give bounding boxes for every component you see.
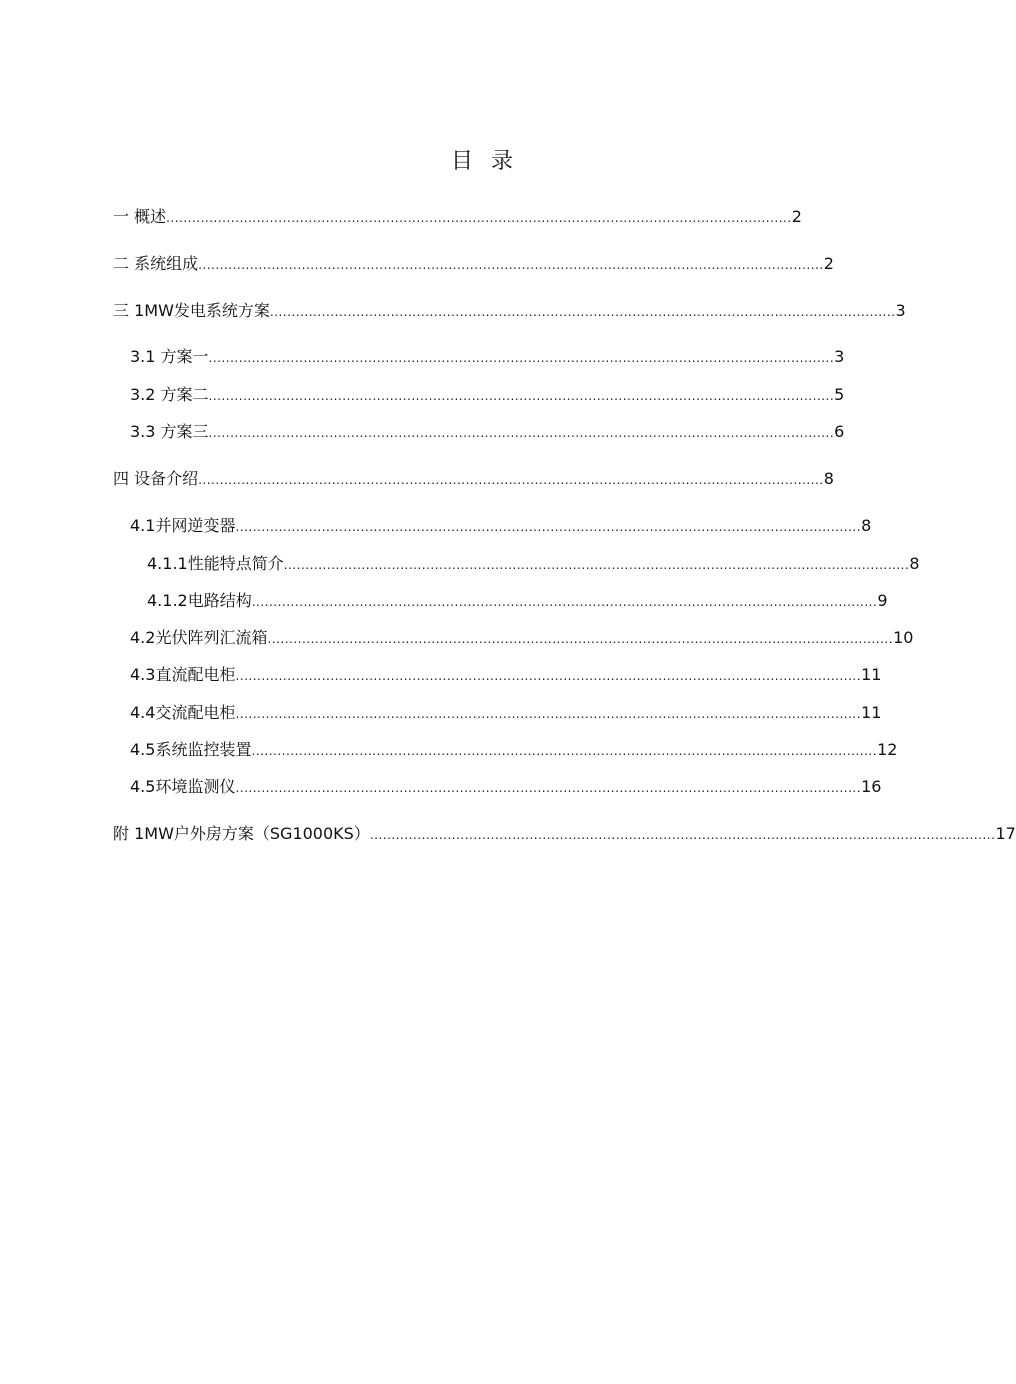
toc-leader-dots: ................................................................................................................................................. (269, 305, 896, 319)
toc-entry-page: 8 (909, 554, 920, 573)
toc-entry-label: 4.5环境监测仪 (130, 777, 236, 796)
toc-entry-label: 二 系统组成 (113, 254, 199, 273)
toc-entry[interactable] (113, 822, 1016, 846)
toc-entry-label: 3.1 方案一 (130, 347, 209, 366)
toc-entry-label: 4.1.1性能特点简介 (147, 554, 284, 573)
toc-entry[interactable] (130, 345, 845, 369)
toc-entry-page: 8 (861, 516, 872, 535)
toc-entry[interactable] (130, 738, 898, 762)
toc-entry[interactable] (113, 205, 802, 229)
toc-entry-label: 附 1MW户外房方案（SG1000KS） (113, 824, 370, 843)
toc-entry-label: 4.4交流配电柜 (130, 703, 236, 722)
toc-entry[interactable] (130, 626, 914, 650)
toc-entry-page: 10 (893, 628, 914, 647)
toc-leader-dots: ................................................................................................................................................. (251, 744, 878, 758)
toc-entry-label: 3.3 方案三 (130, 422, 209, 441)
toc-entry-page: 16 (861, 777, 882, 796)
toc-entry[interactable] (130, 383, 845, 407)
toc-entry-page: 17 (995, 824, 1016, 843)
toc-entry-label: 4.2光伏阵列汇流箱 (130, 628, 268, 647)
toc-leader-dots: ................................................................................................................................................. (235, 520, 862, 534)
toc-entry-page: 2 (791, 207, 802, 226)
toc-entry[interactable] (130, 514, 872, 538)
toc-entry-page: 3 (895, 301, 906, 320)
toc-entry-page: 12 (877, 740, 898, 759)
toc-leader-dots: ................................................................................................................................................. (198, 473, 824, 487)
toc-leader-dots: ................................................................................................................................................. (235, 707, 862, 721)
toc-entry-page: 11 (861, 703, 882, 722)
toc-entry-label: 3.2 方案二 (130, 385, 209, 404)
toc-entry[interactable] (147, 552, 920, 576)
toc-entry[interactable] (113, 299, 906, 323)
toc-entry[interactable] (130, 775, 882, 799)
toc-entry[interactable] (130, 663, 882, 687)
toc-entry-label: 4.5系统监控装置 (130, 740, 252, 759)
toc-entry-label: 一 概述 (113, 207, 167, 226)
toc-entry-label: 4.1.2电路结构 (147, 591, 252, 610)
toc-leader-dots: ................................................................................................................................................. (208, 351, 835, 365)
toc-leader-dots: ................................................................................................................................................. (166, 211, 792, 225)
toc-leader-dots: ................................................................................................................................................. (208, 389, 835, 403)
toc-leader-dots: ................................................................................................................................................. (208, 426, 835, 440)
toc-entry-label: 4.3直流配电柜 (130, 665, 236, 684)
toc-entry-page: 8 (823, 469, 834, 488)
toc-entry[interactable] (113, 467, 834, 491)
toc-entry-label: 三 1MW发电系统方案 (113, 301, 270, 320)
toc-entry-page: 3 (834, 347, 845, 366)
toc-leader-dots: ................................................................................................................................................. (198, 258, 824, 272)
toc-title-char-1: 目 (450, 149, 473, 174)
toc-entry[interactable] (113, 252, 834, 276)
toc-entry-page: 2 (823, 254, 834, 273)
toc-entry[interactable] (130, 420, 845, 444)
toc-title (0, 144, 950, 175)
toc-entry-label: 四 设备介绍 (113, 469, 199, 488)
toc-leader-dots: ................................................................................................................................................. (283, 558, 910, 572)
toc-leader-dots: ................................................................................................................................................. (369, 828, 996, 842)
toc-leader-dots: ................................................................................................................................................. (235, 781, 862, 795)
toc-entry-page: 11 (861, 665, 882, 684)
toc-entry-page: 5 (834, 385, 845, 404)
toc-entry[interactable] (147, 589, 888, 613)
toc-leader-dots: ................................................................................................................................................. (251, 595, 878, 609)
toc-entry-page: 6 (834, 422, 845, 441)
toc-entry-page: 9 (877, 591, 888, 610)
toc-title-char-2: 录 (491, 149, 514, 174)
toc-leader-dots: ................................................................................................................................................. (267, 632, 894, 646)
toc-leader-dots: ................................................................................................................................................. (235, 669, 862, 683)
toc-entry[interactable] (130, 701, 882, 725)
toc-entry-label: 4.1并网逆变器 (130, 516, 236, 535)
